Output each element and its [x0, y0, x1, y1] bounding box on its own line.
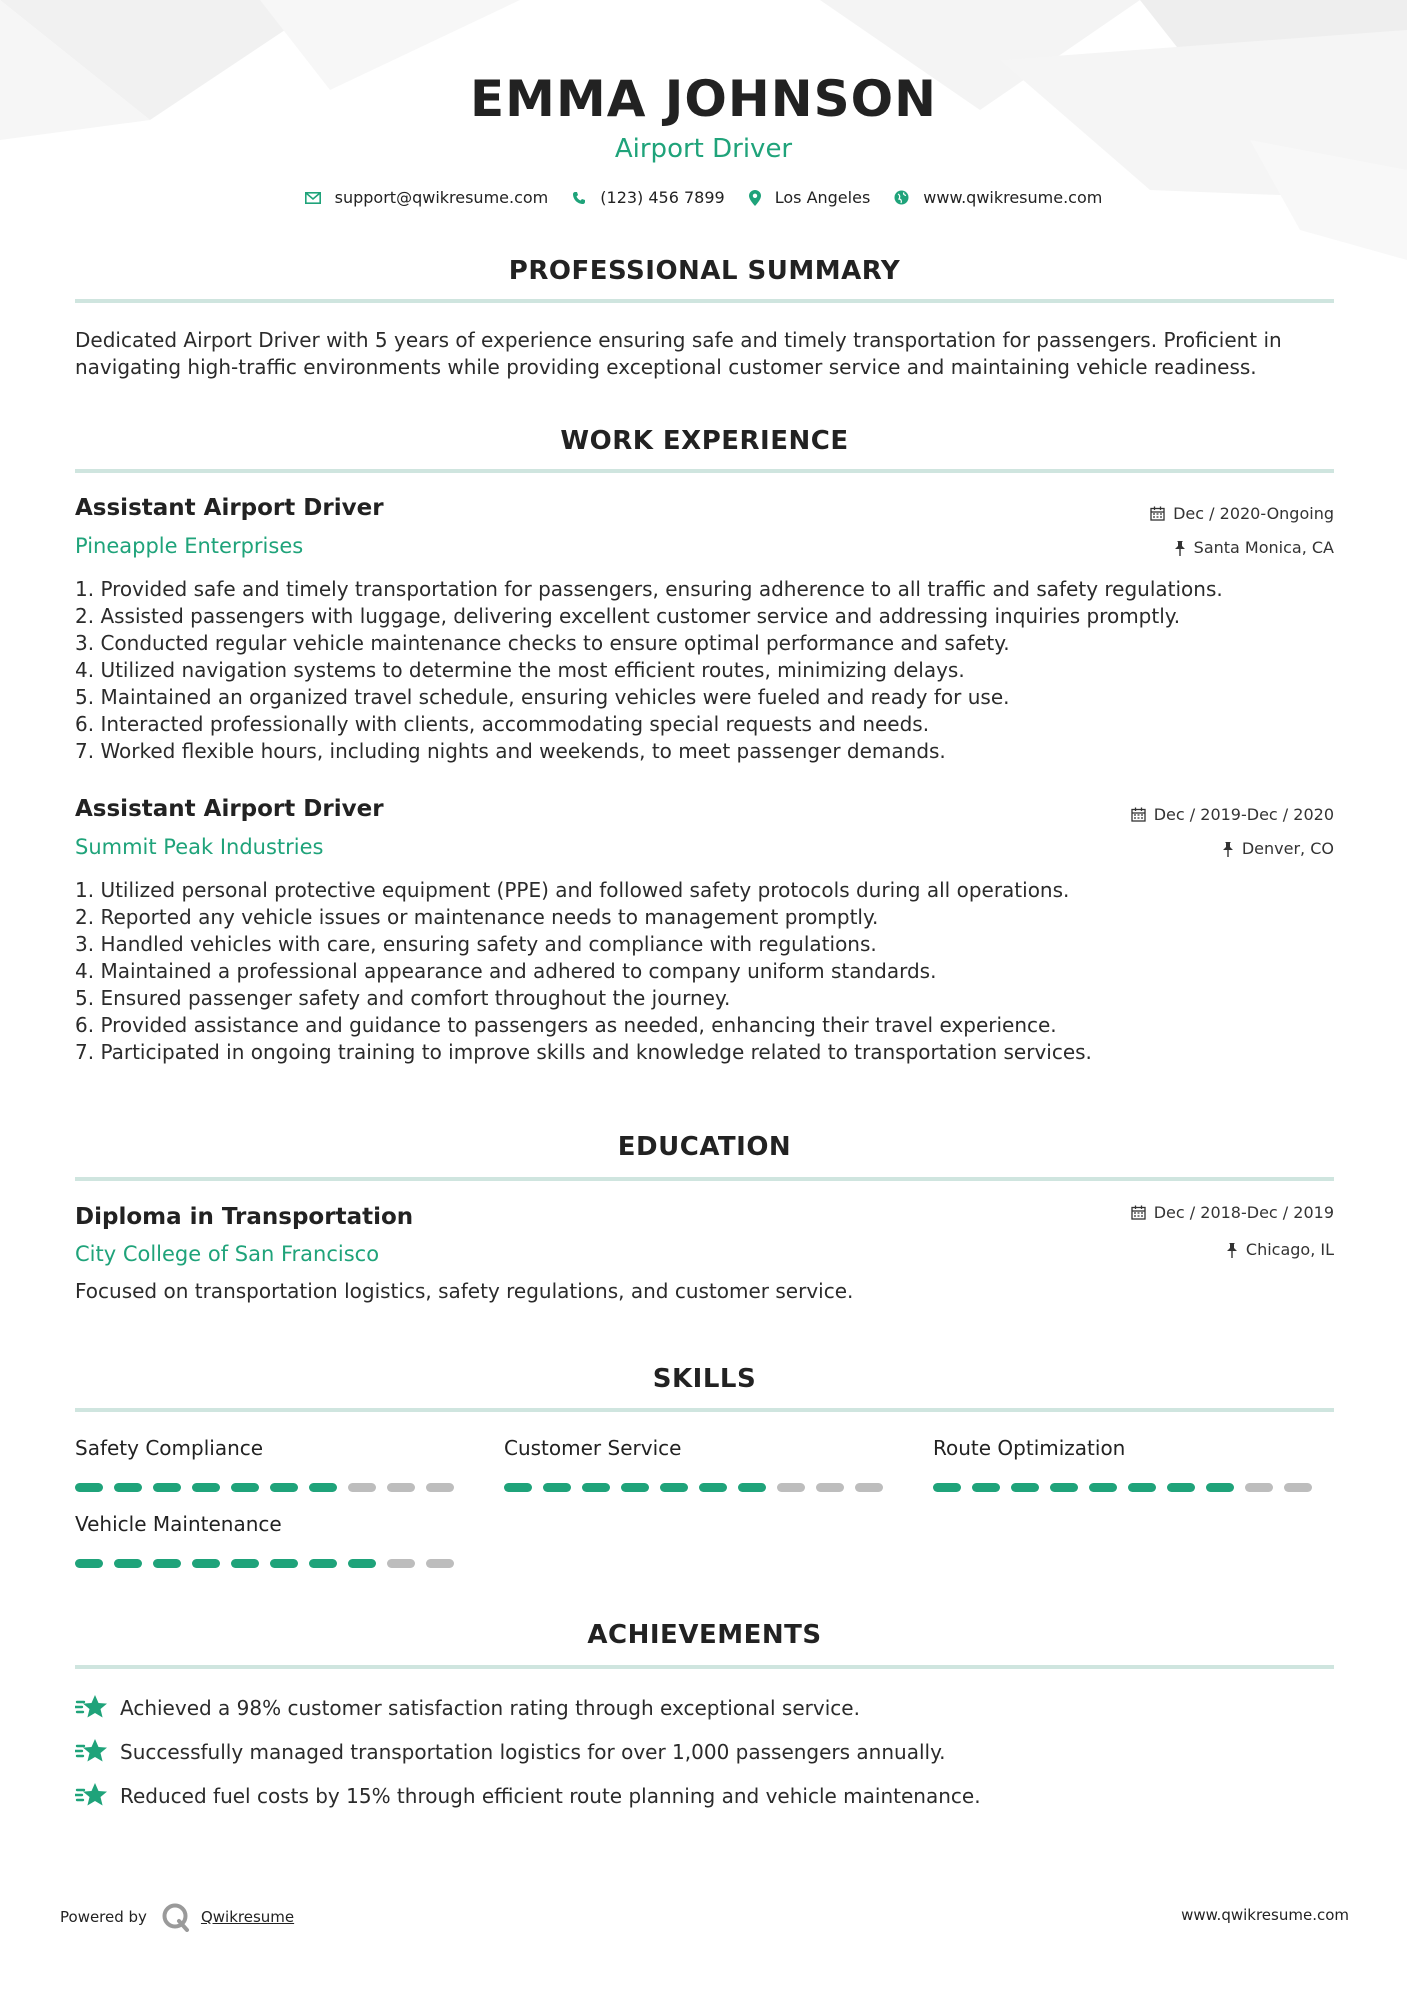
footer-powered-by — [60, 1902, 294, 1932]
education-school: City College of San Francisco — [75, 1242, 380, 1266]
envelope-icon — [305, 192, 321, 204]
star-icon — [75, 1694, 108, 1721]
skill-segment-filled — [1050, 1483, 1078, 1492]
skill-segment-filled — [933, 1483, 961, 1492]
skill-label: Safety Compliance — [75, 1436, 264, 1460]
star-icon — [75, 1782, 108, 1809]
job-1-location-text: Santa Monica, CA — [1193, 538, 1334, 557]
map-pin-icon — [749, 190, 761, 206]
job-2-location-text: Denver, CO — [1241, 839, 1334, 858]
calendar-icon — [1150, 506, 1165, 521]
skill-label: Route Optimization — [933, 1436, 1126, 1460]
skill-segment-filled — [114, 1559, 142, 1568]
list-item: 6. Interacted professionally with clients, accommodating special requests and needs. — [75, 712, 930, 736]
education-dates — [1131, 1203, 1334, 1222]
job-1-duties — [75, 576, 1334, 765]
job-2-dates — [1131, 805, 1334, 824]
skills-divider — [75, 1408, 1334, 1412]
list-item: 4. Utilized navigation systems to determine the most efficient routes, minimizing delays. — [75, 658, 965, 682]
skill-segment-filled — [192, 1483, 220, 1492]
job-1-dates-text: Dec / 2020-Ongoing — [1173, 504, 1334, 523]
education-heading: EDUCATION — [617, 1132, 792, 1162]
achievement-text: Reduced fuel costs by 15% through efficient route planning and vehicle maintenance. — [120, 1783, 981, 1808]
skill-segment-filled — [1089, 1483, 1117, 1492]
list-item: 1. Provided safe and timely transportation for passengers, ensuring adherence to all traffic and safety regulations. — [75, 577, 1223, 601]
skill-segment-filled — [75, 1483, 103, 1492]
skill-segment-filled — [75, 1559, 103, 1568]
summary-text: Dedicated Airport Driver with 5 years of experience ensuring safe and timely transportation for passengers. Proficient in navigating high-traffic environments while providing exceptional customer service and maintaining vehicle readiness. — [75, 328, 1282, 379]
job-2-duties — [75, 877, 1334, 1066]
contact-bar — [0, 188, 1407, 207]
skill-segment-filled — [543, 1483, 571, 1492]
star-icon — [75, 1738, 108, 1765]
contact-phone-text: (123) 456 7899 — [600, 188, 725, 207]
education-location — [1226, 1240, 1334, 1259]
skill-segment-filled — [1206, 1483, 1234, 1492]
achievement-text: Successfully managed transportation logistics for over 1,000 passengers annually. — [120, 1739, 946, 1764]
list-item: 1. Utilized personal protective equipment (PPE) and followed safety protocols during all operations. — [75, 878, 1070, 902]
skill-level-bar — [504, 1483, 894, 1492]
skill-segment-empty — [387, 1483, 415, 1492]
pushpin-icon — [1174, 540, 1186, 556]
skill-segment-filled — [504, 1483, 532, 1492]
experience-heading: WORK EXPERIENCE — [560, 426, 849, 456]
globe-icon — [894, 190, 909, 205]
calendar-icon — [1131, 1205, 1146, 1220]
list-item: 5. Ensured passenger safety and comfort throughout the journey. — [75, 986, 731, 1010]
qwikresume-link[interactable]: Qwikresume — [200, 1908, 295, 1926]
summary-divider — [75, 299, 1334, 303]
skill-segment-empty — [1284, 1483, 1312, 1492]
skill-segment-filled — [699, 1483, 727, 1492]
skill-level-bar — [75, 1559, 465, 1568]
skill-segment-filled — [231, 1559, 259, 1568]
powered-by-label: Powered by — [60, 1908, 147, 1926]
skill-segment-filled — [270, 1483, 298, 1492]
contact-website-text: www.qwikresume.com — [923, 188, 1103, 207]
list-item: 3. Handled vehicles with care, ensuring safety and compliance with regulations. — [75, 932, 877, 956]
contact-location-text: Los Angeles — [774, 188, 871, 207]
skill-segment-filled — [582, 1483, 610, 1492]
job-1-company: Pineapple Enterprises — [75, 534, 304, 558]
skill-segment-empty — [426, 1483, 454, 1492]
education-description: Focused on transportation logistics, safety regulations, and customer service. — [75, 1279, 854, 1303]
achievements-divider — [75, 1665, 1334, 1669]
job-1-location — [1174, 538, 1334, 557]
skill-segment-filled — [270, 1559, 298, 1568]
candidate-name: EMMA JOHNSON — [470, 70, 937, 128]
job-1-role: Assistant Airport Driver — [75, 495, 384, 521]
list-item: 2. Reported any vehicle issues or maintenance needs to management promptly. — [75, 905, 879, 929]
job-2-dates-text: Dec / 2019-Dec / 2020 — [1153, 805, 1334, 824]
achievement-item — [75, 1738, 945, 1765]
education-degree: Diploma in Transportation — [75, 1204, 414, 1230]
list-item: 3. Conducted regular vehicle maintenance checks to ensure optimal performance and safety. — [75, 631, 1010, 655]
achievements-heading: ACHIEVEMENTS — [587, 1620, 822, 1650]
summary-heading: PROFESSIONAL SUMMARY — [508, 256, 901, 286]
calendar-icon — [1131, 807, 1146, 822]
pushpin-icon — [1222, 841, 1234, 857]
experience-divider — [75, 469, 1334, 473]
skill-level-bar — [75, 1483, 465, 1492]
skill-segment-filled — [738, 1483, 766, 1492]
candidate-title: Airport Driver — [614, 134, 793, 164]
job-2-role: Assistant Airport Driver — [75, 796, 384, 822]
skill-segment-empty — [387, 1559, 415, 1568]
education-dates-text: Dec / 2018-Dec / 2019 — [1153, 1203, 1334, 1222]
skill-level-bar — [933, 1483, 1323, 1492]
education-divider — [75, 1177, 1334, 1181]
skill-segment-filled — [231, 1483, 259, 1492]
qwikresume-logo-icon — [161, 1902, 191, 1932]
contact-location — [749, 188, 871, 207]
list-item: 4. Maintained a professional appearance and adhered to company uniform standards. — [75, 959, 937, 983]
skill-segment-filled — [153, 1483, 181, 1492]
phone-icon — [572, 191, 586, 205]
list-item: 2. Assisted passengers with luggage, delivering excellent customer service and addressing inquiries promptly. — [75, 604, 1181, 628]
footer-url[interactable]: www.qwikresume.com — [1181, 1906, 1349, 1924]
skill-segment-filled — [309, 1559, 337, 1568]
skill-segment-empty — [348, 1483, 376, 1492]
skill-segment-filled — [114, 1483, 142, 1492]
list-item: 7. Participated in ongoing training to improve skills and knowledge related to transportation services. — [75, 1040, 1092, 1064]
contact-phone[interactable] — [572, 188, 724, 207]
skill-segment-filled — [348, 1559, 376, 1568]
contact-email[interactable] — [305, 188, 549, 207]
skill-segment-filled — [1011, 1483, 1039, 1492]
skill-label: Vehicle Maintenance — [75, 1512, 282, 1536]
list-item: 6. Provided assistance and guidance to passengers as needed, enhancing their travel experience. — [75, 1013, 1057, 1037]
achievement-text: Achieved a 98% customer satisfaction rating through exceptional service. — [120, 1695, 860, 1720]
skills-heading: SKILLS — [652, 1364, 757, 1394]
education-location-text: Chicago, IL — [1245, 1240, 1334, 1259]
skill-segment-filled — [1167, 1483, 1195, 1492]
skill-segment-filled — [972, 1483, 1000, 1492]
skill-segment-filled — [621, 1483, 649, 1492]
contact-email-text: support@qwikresume.com — [334, 188, 549, 207]
contact-website[interactable] — [894, 188, 1102, 207]
list-item: 7. Worked flexible hours, including nights and weekends, to meet passenger demands. — [75, 739, 946, 763]
list-item: 5. Maintained an organized travel schedule, ensuring vehicles were fueled and ready for use. — [75, 685, 1010, 709]
skill-label: Customer Service — [504, 1436, 682, 1460]
job-2-company: Summit Peak Industries — [75, 835, 324, 859]
skill-segment-empty — [777, 1483, 805, 1492]
achievement-item — [75, 1782, 981, 1809]
skill-segment-empty — [816, 1483, 844, 1492]
skill-segment-filled — [660, 1483, 688, 1492]
skill-segment-empty — [426, 1559, 454, 1568]
pushpin-icon — [1226, 1242, 1238, 1258]
skill-segment-empty — [855, 1483, 883, 1492]
job-1-dates — [1150, 504, 1334, 523]
achievement-item — [75, 1694, 860, 1721]
skill-segment-filled — [309, 1483, 337, 1492]
job-2-location — [1222, 839, 1334, 858]
skill-segment-empty — [1245, 1483, 1273, 1492]
skill-segment-filled — [1128, 1483, 1156, 1492]
skill-segment-filled — [192, 1559, 220, 1568]
skill-segment-filled — [153, 1559, 181, 1568]
